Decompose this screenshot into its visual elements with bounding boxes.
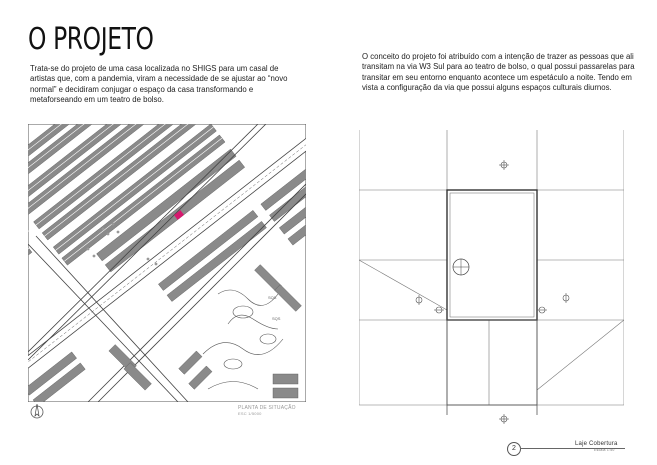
plan-caption: Laje Cobertura	[575, 441, 618, 447]
map-caption-scale: ESC 1/5000	[238, 411, 262, 416]
map-label-sqs-1: SQS	[268, 295, 277, 300]
site-situation-map	[28, 124, 306, 402]
drawing-number-badge: 2	[507, 442, 521, 456]
page-title: O PROJETO	[28, 22, 154, 57]
intro-paragraph: Trata-se do projeto de uma casa localizada no SHIGS para um casal de artistas que, com a pandemia, viram a necessidade de se ajustar ao “novo normal” e decidiram conjugar o espaço da casa transformando e metaforseando em um teatro de bolso.	[30, 64, 288, 105]
map-label-sqs-2: SQS	[272, 316, 281, 321]
north-arrow-icon	[30, 403, 44, 421]
concept-paragraph: O conceito do projeto foi atribuído com a intenção de trazer as pessoas que ali transitam na via W3 Sul para ao teatro de bolso, o qual possui passarelas para transitar em seu entorno enquanto acontece um espetáculo a noite. Tendo em vista a configuração da via que possui alguns espaços culturais diurnos.	[362, 52, 635, 93]
roof-plan-drawing	[359, 130, 624, 460]
plan-caption-scale: Escala 1:50	[594, 448, 615, 452]
map-caption: PLANTA DE SITUAÇÃO	[238, 405, 296, 411]
